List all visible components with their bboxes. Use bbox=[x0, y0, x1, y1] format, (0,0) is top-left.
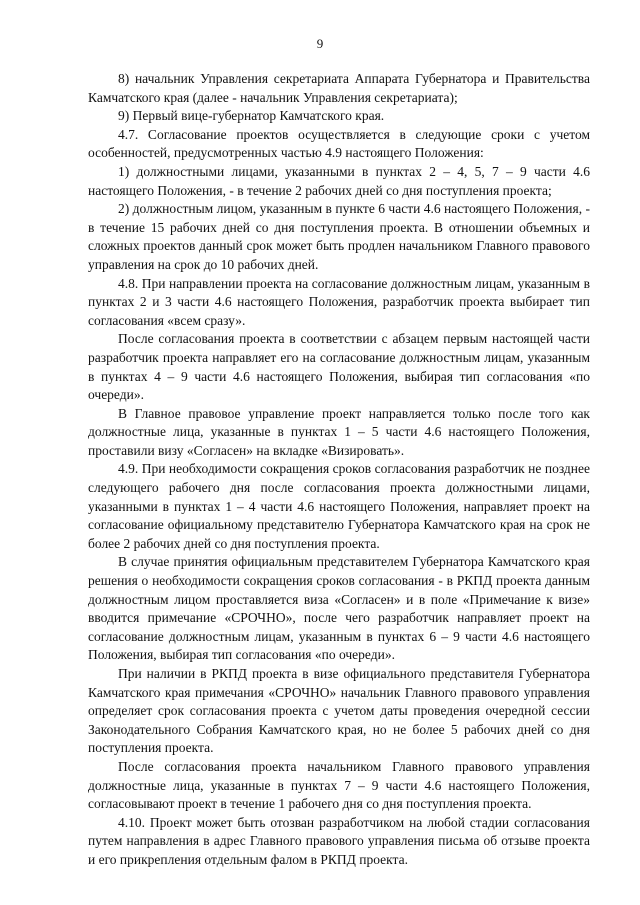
paragraph-4-9-fourth: После согласования проекта начальником Главного правового управления должностные лица, указанные в пунктах 7 – 9 части 4.6 настоящего Положения, согласовывают проект в течение 1 рабочего дня со дня поступления проекта. bbox=[88, 758, 590, 812]
paragraph-4-8-second: После согласования проекта в соответствии с абзацем первым настоящей части разработчик проекта направляет его на согласование должностным лицам, указанным в пунктах 4 – 9 части 4.6 настоящего Положения, выбирая тип согласования «по очереди». bbox=[88, 331, 590, 403]
paragraph-4-9: 4.9. При необходимости сокращения сроков согласования разработчик не позднее следующего рабочего дня после согласования проекта должностными лицами, указанными в пунктах 1 – 4 части 4.6 настоящего Положения, направляет проект на согласование официальному представителю Губернатора Камчатского края на срок не более 2 рабочих дней со дня поступления проекта. bbox=[88, 461, 590, 551]
paragraph-4-7-item-2: 2) должностным лицом, указанным в пункте 6 части 4.6 настоящего Положения, - в течение 15 рабочих дней со дня поступления проекта. В отношении объемных и сложных проектов данный срок может быть продлен начальником Главного правового управления на срок до 10 рабочих дней. bbox=[88, 201, 590, 272]
page-number: 9 bbox=[316, 36, 324, 51]
paragraph-4-7: 4.7. Согласование проектов осуществляется в следующие сроки с учетом особенностей, предусмотренных частью 4.9 настоящего Положения: bbox=[88, 126, 590, 161]
paragraph-4-9-third: При наличии в РКПД проекта в визе официального представителя Губернатора Камчатского края примечания «СРОЧНО» начальник Главного правового управления определяет срок согласования проекта с учетом даты проведения очередной сессии Законодательного Собрания Камчатского края, но не более 5 рабочих дней со дня поступления проекта. bbox=[88, 666, 590, 756]
document-body bbox=[88, 70, 590, 870]
paragraph-4-8-third: В Главное правовое управление проект направляется только после того как должностные лица, указанные в пунктах 1 – 5 части 4.6 настоящего Положения, проставили визу «Согласен» на вкладке «Визировать». bbox=[88, 405, 590, 458]
paragraph-4-9-second: В случае принятия официальным представителем Губернатора Камчатского края решения о необходимости сокращения сроков согласования - в РКПД проекта данным должностным лицом проставляется виза «Согласен» и в поле «Примечание к визе» вводится примечание «СРОЧНО», после чего разработчик направляет проект на согласование должностным лицам, указанным в пунктах 6 – 9 части 4.6 настоящего Положения, выбирая тип согласования «по очереди». bbox=[88, 554, 590, 663]
paragraph-item-9: 9) Первый вице-губернатор Камчатского края. bbox=[118, 108, 385, 124]
paragraph-4-8: 4.8. При направлении проекта на согласование должностным лицам, указанным в пунктах 2 и 3 части 4.6 настоящего Положения, разработчик проекта выбирает тип согласования «всем сразу». bbox=[88, 275, 590, 328]
paragraph-4-7-item-1: 1) должностными лицами, указанными в пунктах 2 – 4, 5, 7 – 9 части 4.6 настоящего Положения, - в течение 2 рабочих дней со дня поступления проекта; bbox=[88, 163, 590, 198]
paragraph-4-10: 4.10. Проект может быть отозван разработчиком на любой стадии согласования путем направления в адрес Главного правового управления письма об отзыве проекта и его прикрепления отдельным фалом в РКПД проекта. bbox=[88, 814, 590, 867]
paragraph-item-8: 8) начальник Управления секретариата Аппарата Губернатора и Правительства Камчатского края (далее - начальник Управления секретариата); bbox=[88, 71, 590, 105]
